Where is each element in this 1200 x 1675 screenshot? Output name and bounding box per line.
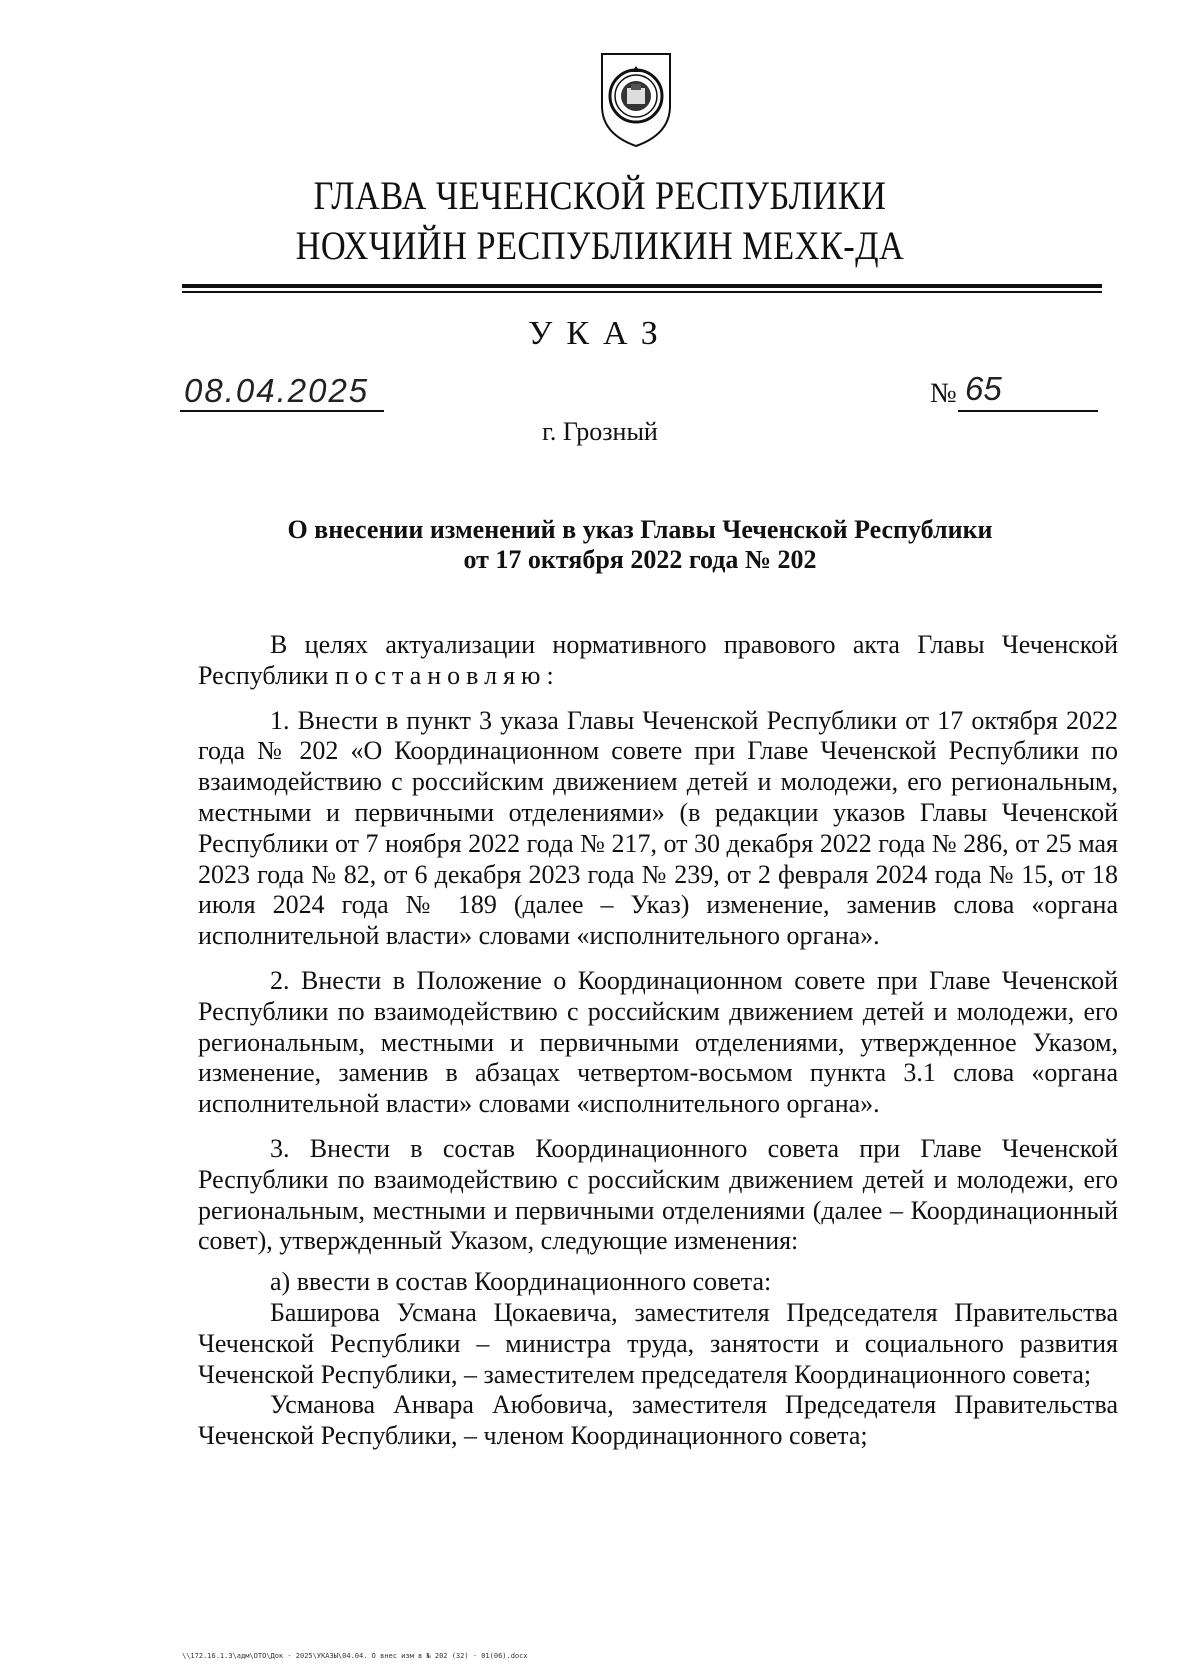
number-underline xyxy=(958,410,1098,412)
issuer-title: ГЛАВА ЧЕЧЕНСКОЙ РЕСПУБЛИКИ xyxy=(313,173,887,218)
paragraph-3a-item-2: Усманова Анвара Аюбовича, заместителя Председателя Правительства Чеченской Республики, – членом Координационного совета; xyxy=(198,1390,1118,1451)
document-city: г. Грозный xyxy=(542,417,658,446)
intro-text: В целях актуализации нормативного правового акта Главы Чеченской Республики xyxy=(198,630,1118,690)
document-type: УКАЗ xyxy=(528,315,672,352)
number-label: № xyxy=(930,378,957,409)
paragraph-2: 2. Внести в Положение о Координационном совете при Главе Чеченской Республики по взаимодействию с российским движением детей и молодежи, его региональным, местными и первичными отделениями, утвержденное Указом, изменение, заменив в абзацах четвертом-восьмом пункта 3.1 слова «органа исполнительной власти» словами «исполнительного органа». xyxy=(198,965,1118,1119)
coat-of-arms-icon xyxy=(596,50,676,148)
file-path-footer: \\172.16.1.3\адм\ОТО\Док - 2025\УКАЗЫ\04.04. О внес изм в № 202 (32) - 01(06).docx xyxy=(182,1652,528,1660)
document-title xyxy=(180,515,1100,575)
paragraph-1: 1. Внести в пункт 3 указа Главы Чеченской Республики от 17 октября 2022 года № 202 «О Координационном совете при Главе Чеченской Республики по взаимодействию с российским движением детей и молодежи, его региональным, местными и первичными отделениями» (в редакции указов Главы Чеченской Республики от 7 ноября 2022 года № 217, от 30 декабря 2022 года № 286, от 25 мая 2023 года № 82, от 6 декабря 2023 года № 239, от 2 февраля 2024 года № 15, от 18 июля 2024 года № 189 (далее – Указ) изменение, заменив слова «органа исполнительной власти» словами «исполнительного органа». xyxy=(198,705,1118,951)
document-number: 65 xyxy=(965,370,1002,407)
header-rule-thin xyxy=(182,291,1102,293)
title-line-2: от 17 октября 2022 года № 202 xyxy=(463,545,817,574)
document-body xyxy=(198,630,1118,1452)
header-rule-thick xyxy=(182,284,1102,288)
paragraph-3a-item-1: Баширова Усмана Цокаевича, заместителя Председателя Правительства Чеченской Республики – министра труда, занятости и социального развития Чеченской Республики, – заместителем председателя Координационного совета; xyxy=(198,1297,1118,1389)
title-line-1: О внесении изменений в указ Главы Чеченской Республики xyxy=(287,515,993,544)
intro-spaced-word: постановляю: xyxy=(334,660,560,690)
document-date: 08.04.2025 xyxy=(184,372,370,409)
date-underline xyxy=(180,410,384,412)
paragraph-3a: а) ввести в состав Координационного совета: xyxy=(270,1267,772,1297)
issuer-title-chechen: НОХЧИЙН РЕСПУБЛИКИН МЕХК-ДА xyxy=(295,223,905,268)
paragraph-3: 3. Внести в состав Координационного совета при Главе Чеченской Республики по взаимодействию с российским движением детей и молодежи, его региональным, местными и первичными отделениями (далее – Координационный совет), утвержденный Указом, следующие изменения: xyxy=(198,1133,1118,1256)
intro-paragraph xyxy=(198,630,1118,692)
